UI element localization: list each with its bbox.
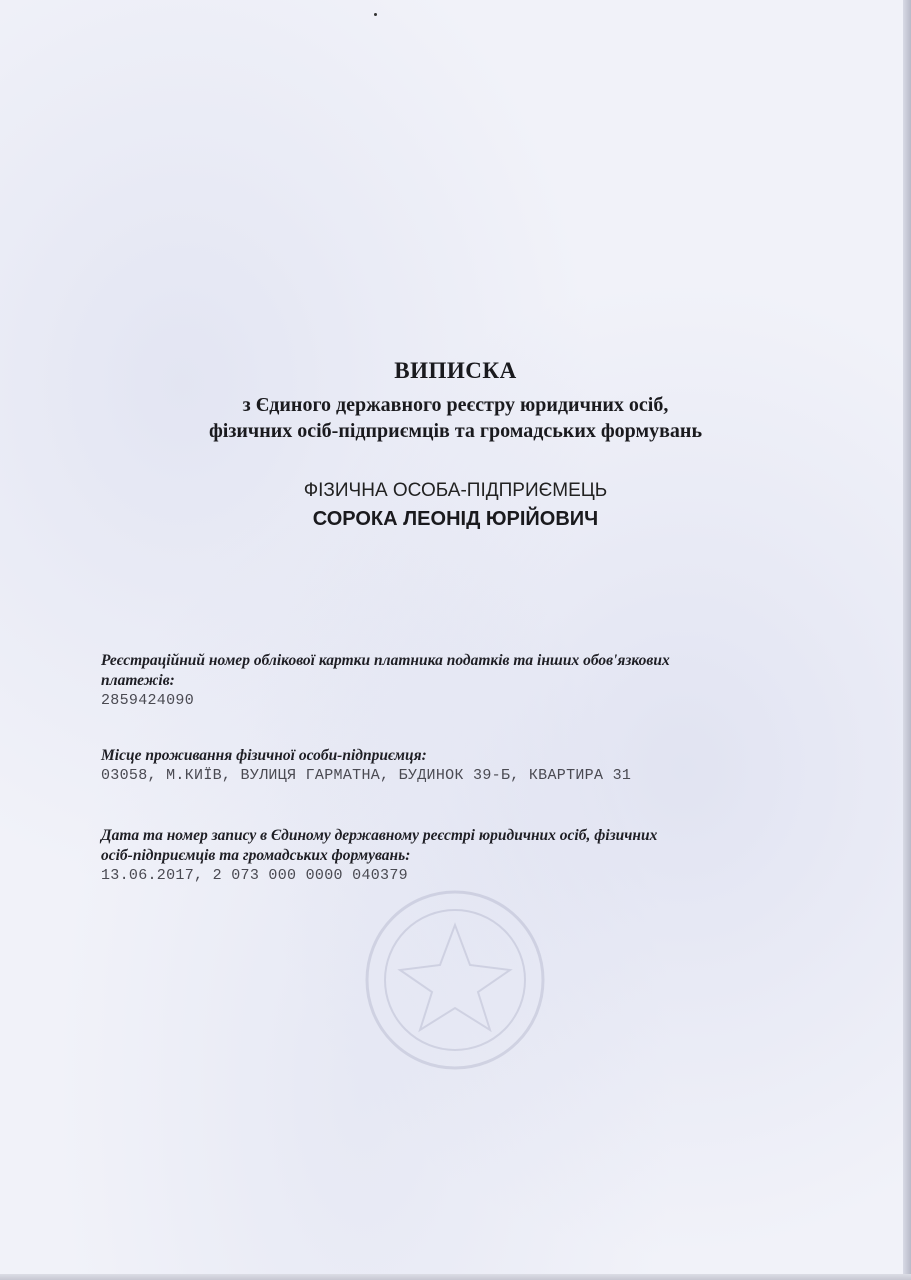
residence-label: Місце проживання фізичної особи-підприємця:	[101, 747, 427, 764]
page-edge-bottom	[0, 1274, 911, 1280]
scan-speck	[374, 13, 377, 16]
entity-type: ФІЗИЧНА ОСОБА-ПІДПРИЄМЕЦЬ	[303, 480, 608, 501]
tax-number-value: 2859424090	[101, 692, 195, 709]
page-edge-right	[903, 0, 911, 1280]
residence-value: 03058, М.КИЇВ, ВУЛИЦЯ ГАРМАТНА, БУДИНОК 39-Б, КВАРТИРА 31	[101, 767, 632, 784]
record-label-line-2: осіб-підприємців та громадських формувань:	[101, 847, 411, 864]
subtitle-line-2: фізичних осіб-підприємців та громадських формувань	[208, 420, 703, 442]
document-title: ВИПИСКА	[394, 358, 517, 383]
entity-name: СОРОКА ЛЕОНІД ЮРІЙОВИЧ	[312, 508, 599, 530]
residence-section	[101, 746, 801, 786]
document-subtitle	[0, 392, 911, 444]
record-value: 13.06.2017, 2 073 000 0000 040379	[101, 867, 408, 884]
record-label	[101, 826, 801, 866]
tax-number-label	[101, 651, 801, 691]
record-section	[101, 826, 801, 886]
tax-number-label-line-1: Реєстраційний номер облікової картки платника податків та інших обов'язкових	[101, 652, 670, 669]
faded-stamp-icon	[350, 880, 560, 1080]
record-label-line-1: Дата та номер запису в Єдиному державному реєстрі юридичних осіб, фізичних	[101, 827, 658, 844]
tax-number-label-line-2: платежів:	[101, 672, 175, 689]
tax-number-section	[101, 651, 801, 711]
subtitle-line-1: з Єдиного державного реєстру юридичних осіб,	[242, 394, 669, 416]
